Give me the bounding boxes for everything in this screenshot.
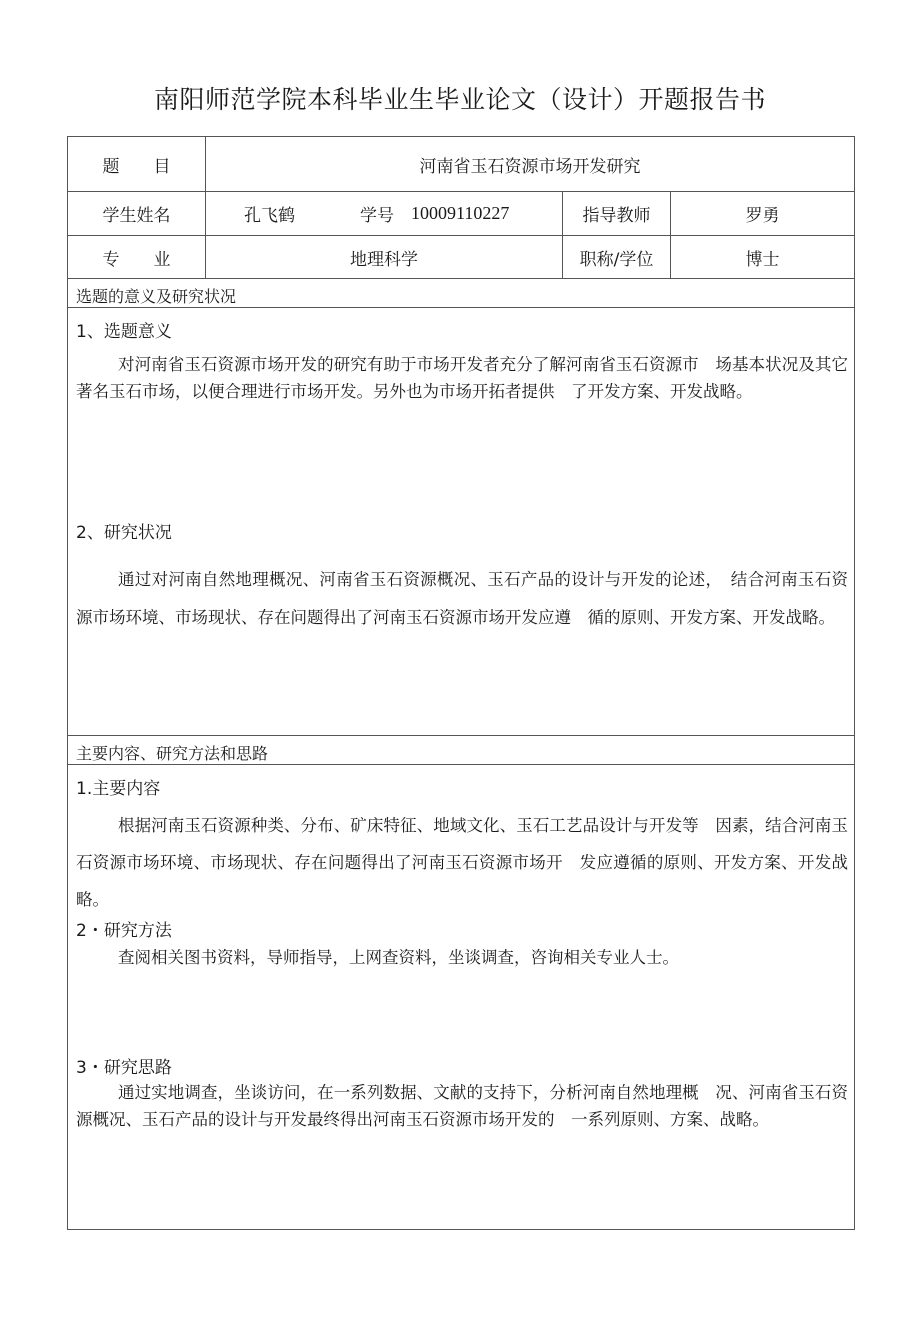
- major-label: 专 业: [102, 249, 171, 270]
- advisor-label: 指导教师: [582, 206, 651, 226]
- row-divider: [68, 307, 854, 308]
- document-title: 南阳师范学院本科毕业生毕业论文（设计）开题报告书: [153, 85, 766, 114]
- major-value: 地理科学: [350, 249, 418, 270]
- section2-sub3-heading: 3・研究思路: [76, 1058, 172, 1078]
- row-divider: [68, 764, 854, 765]
- student-id-value: 10009110227: [411, 203, 510, 223]
- student-name-label: 学生姓名: [102, 206, 171, 226]
- row-divider: [68, 735, 854, 736]
- section1-sub1-text: 对河南省玉石资源市场开发的研究有助于市场开发者充分了解河南省玉石资源市 场基本状况及其它著名玉石市场，以便合理进行市场开发。另外也为市场开拓者提供 了开发方案、开发战略。: [76, 355, 848, 401]
- report-form: [67, 136, 855, 1230]
- topic-label: 题 目: [102, 156, 171, 177]
- section2-sub1-heading: 1.主要内容: [76, 779, 161, 799]
- advisor-value: 罗勇: [745, 206, 780, 226]
- section1-sub2-heading: 2、研究状况: [76, 523, 172, 543]
- section2-sub2-text: 查阅相关图书资料，导师指导，上网查资料，坐谈调查，咨询相关专业人士。: [118, 948, 679, 967]
- section2-sub1-text: 根据河南玉石资源种类、分布、矿床特征、地域文化、玉石工艺品设计与开发等 因素，结合河南玉石资源市场环境、市场现状、存在问题得出了河南玉石资源市场开 发应遵循的原则、开发方案、开发战略。: [76, 816, 848, 909]
- section2-sub3-text: 通过实地调查，坐谈访问，在一系列数据、文献的支持下，分析河南自然地理概 况、河南省玉石资源概况、玉石产品的设计与开发最终得出河南玉石资源市场开发的 一系列原则、方案、战略。: [76, 1083, 848, 1129]
- section2-heading: 主要内容、研究方法和思路: [76, 744, 269, 763]
- student-id-label: 学号: [360, 206, 394, 226]
- section1-heading: 选题的意义及研究状况: [76, 287, 237, 306]
- section1-sub1-heading: 1、选题意义: [76, 322, 172, 342]
- section1-sub2-text: 通过对河南自然地理概况、河南省玉石资源概况、玉石产品的设计与开发的论述， 结合河南玉石资源市场环境、市场现状、存在问题得出了河南玉石资源市场开发应遵 循的原则、开发方案、开发战略。: [76, 570, 848, 627]
- title-degree-value: 博士: [745, 249, 780, 270]
- topic-value: 河南省玉石资源市场开发研究: [419, 156, 641, 177]
- title-degree-label: 职称/学位: [579, 249, 654, 270]
- section2-sub2-heading: 2・研究方法: [76, 921, 172, 941]
- student-name-value: 孔飞鹤: [244, 206, 295, 226]
- row-divider: [68, 278, 854, 279]
